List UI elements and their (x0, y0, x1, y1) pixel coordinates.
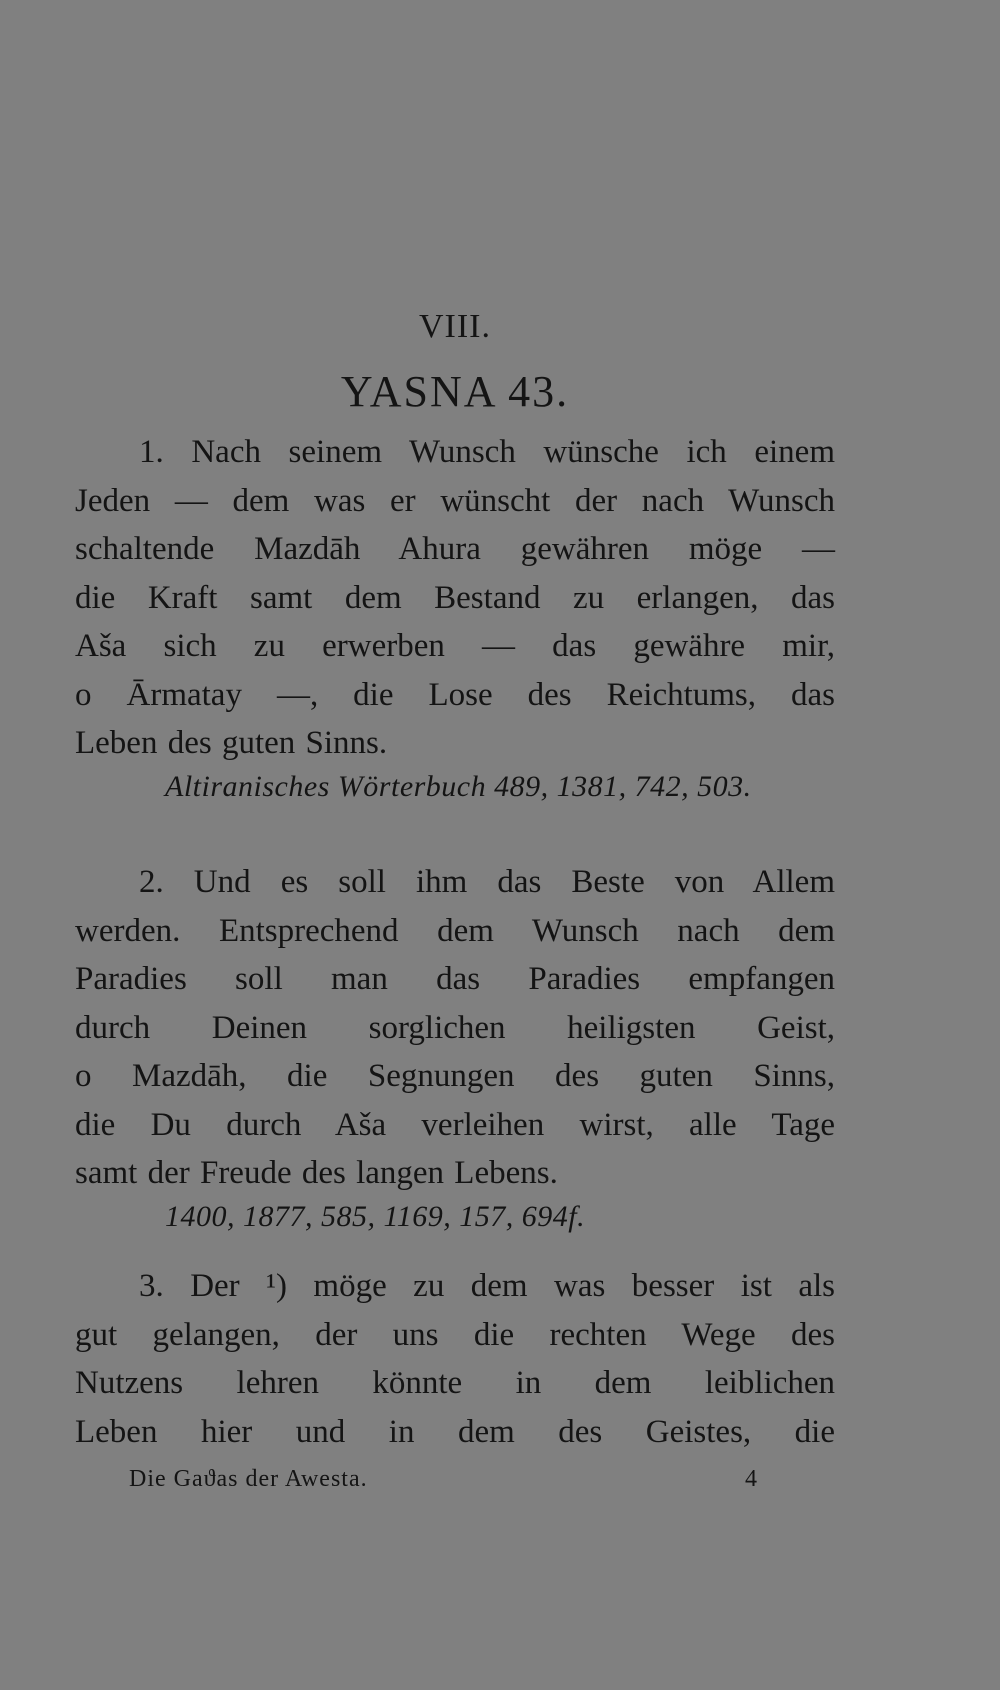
footer-book-title: Die Gaϑas der Awesta. (129, 1466, 368, 1492)
stanza-line: schaltende Mazdāh Ahura gewähren möge — (75, 531, 835, 567)
stanza-line: o Ārmatay —, die Lose des Reichtums, das (75, 676, 835, 713)
stanza-3 (75, 1262, 835, 1456)
stanza-line: 1. Nach seinem Wunsch wünsche ich einem (139, 434, 835, 470)
stanza-line: Aša sich zu erwerben — das gewähre mir, (75, 628, 835, 664)
stanza-line: Nutzens lehren könnte in dem leiblichen (75, 1365, 835, 1401)
stanza-2 (75, 858, 835, 1198)
stanza-line: Paradies soll man das Paradies empfangen (75, 961, 835, 997)
chapter-number: VIII. (418, 308, 492, 345)
stanza-1 (75, 428, 835, 768)
stanza-line: 3. Der ¹) möge zu dem was besser ist als (139, 1268, 835, 1304)
stanza-line: durch Deinen sorglichen heiligsten Geist, (75, 1009, 835, 1046)
stanza-line: Jeden — dem was er wünscht der nach Wunsch (75, 482, 835, 519)
stanza-line: die Du durch Aša verleihen wirst, alle Tage (75, 1106, 835, 1143)
stanza-line: gut gelangen, der uns die rechten Wege des (75, 1316, 835, 1353)
stanza-line: Leben des guten Sinns. (75, 725, 388, 761)
stanza-line: Leben hier und in dem des Geistes, die (75, 1413, 835, 1450)
stanza-line: werden. Entsprechend dem Wunsch nach dem (75, 912, 835, 949)
stanza-line: 2. Und es soll ihm das Beste von Allem (139, 864, 835, 900)
stanza-line: samt der Freude des langen Lebens. (75, 1155, 558, 1191)
stanza-line: die Kraft samt dem Bestand zu erlangen, das (75, 579, 835, 616)
stanza-line: o Mazdāh, die Segnungen des guten Sinns, (75, 1058, 835, 1094)
chapter-title: YASNA 43. (340, 367, 570, 416)
reference-line-1: Altiranisches Wörterbuch 489, 1381, 742, 503. (165, 770, 752, 803)
reference-line-2: 1400, 1877, 585, 1169, 157, 694f. (165, 1200, 586, 1233)
footer-signature-number: 4 (745, 1466, 757, 1492)
